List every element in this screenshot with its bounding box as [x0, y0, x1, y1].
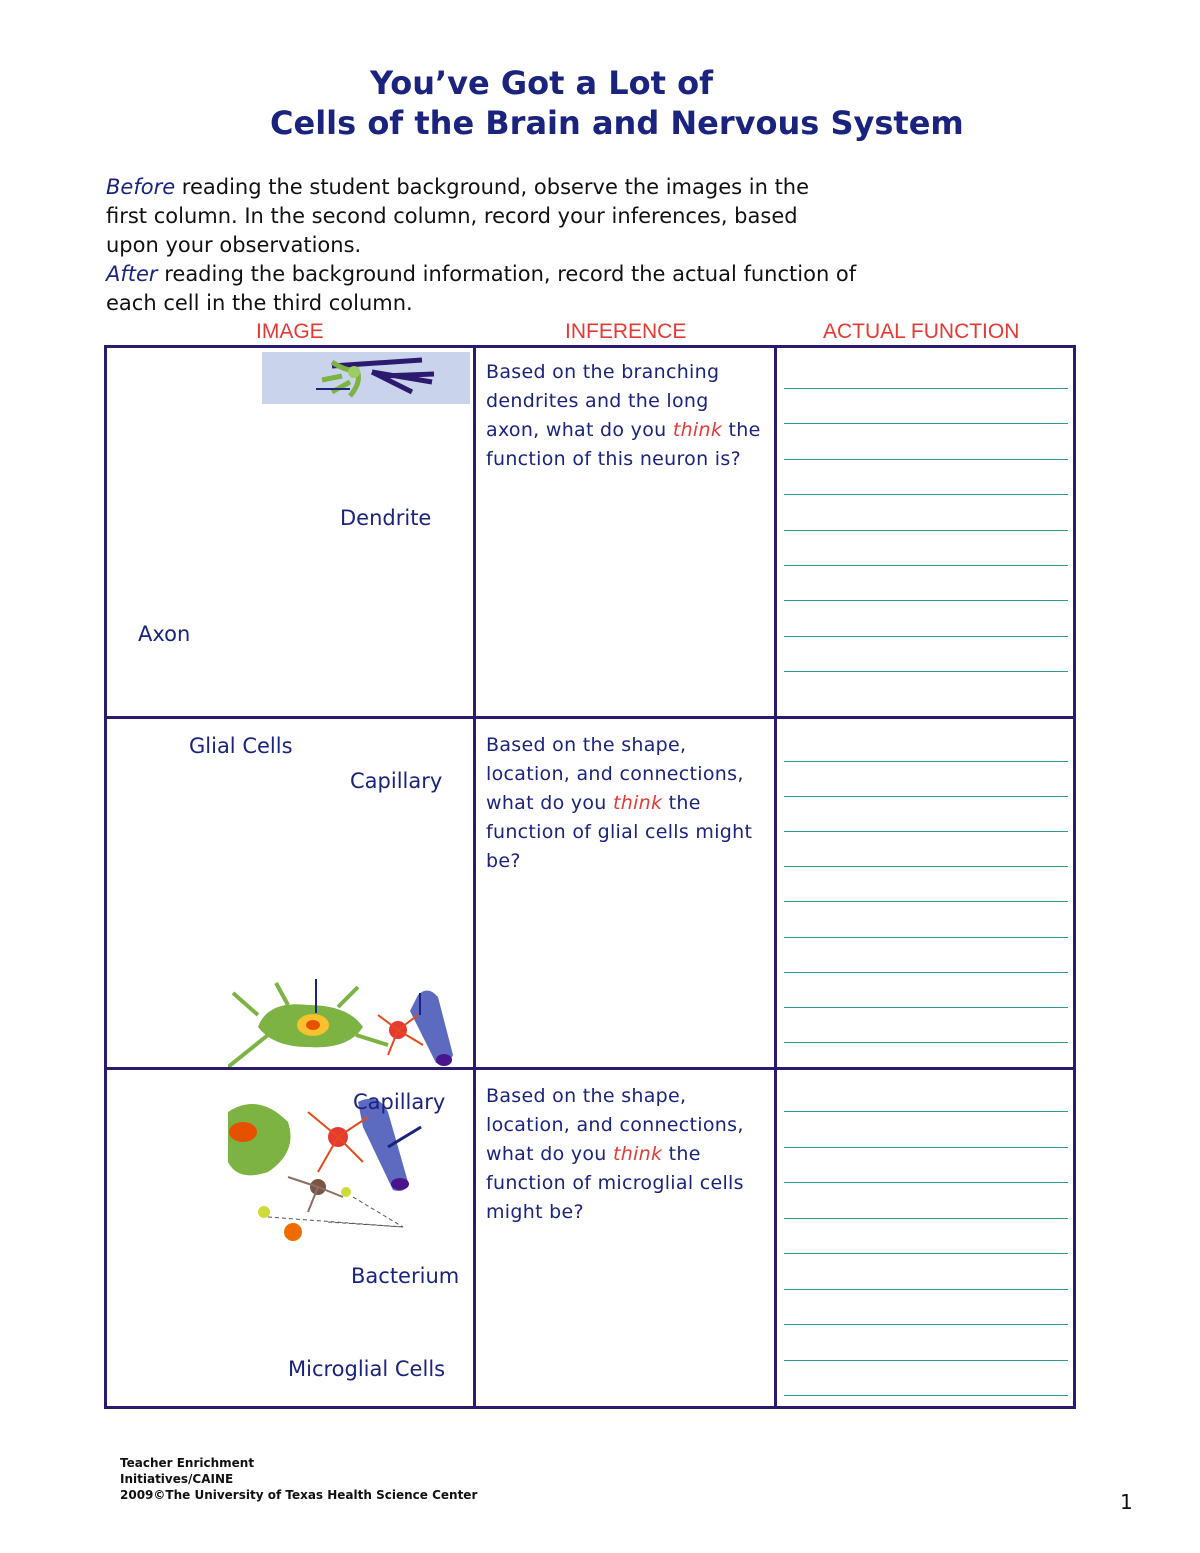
header-actual-function: ACTUAL FUNCTION	[823, 320, 1020, 343]
after-word: After	[106, 262, 158, 286]
answer-line[interactable]	[784, 565, 1068, 566]
answer-line[interactable]	[784, 972, 1068, 973]
before-text: reading the student background, observe the images in the	[175, 175, 810, 199]
question-microglial	[486, 1082, 766, 1227]
question-microglial-text-b: the function of microglial cells might be?	[486, 1143, 744, 1223]
question-glial-text-a: Based on the shape, location, and connections, what do you	[486, 734, 744, 814]
answer-line[interactable]	[784, 600, 1068, 601]
answer-line[interactable]	[784, 796, 1068, 797]
before-word: Before	[106, 175, 176, 199]
answer-line[interactable]	[784, 831, 1068, 832]
row-divider-2	[104, 1067, 1076, 1070]
answer-line[interactable]	[784, 1395, 1068, 1396]
after-text: reading the background information, record the actual function of	[157, 262, 857, 286]
dendrite-label: Dendrite	[340, 506, 432, 530]
answer-line[interactable]	[784, 1111, 1068, 1112]
header-image: IMAGE	[256, 320, 324, 343]
column-divider-1	[473, 345, 476, 1409]
answer-line[interactable]	[784, 459, 1068, 460]
title-line-1: You’ve Got a Lot of	[370, 64, 713, 102]
answer-line[interactable]	[784, 1042, 1068, 1043]
answer-line[interactable]	[784, 1289, 1068, 1290]
question-neuron-text-b: the function of this neuron is?	[486, 419, 761, 470]
question-microglial-text-a: Based on the shape, location, and connections, what do you	[486, 1085, 744, 1165]
glial-cells-image	[228, 975, 468, 1067]
microglial-cells-label: Microglial Cells	[288, 1357, 446, 1381]
bacterium-label: Bacterium	[351, 1264, 460, 1288]
answer-line[interactable]	[784, 1324, 1068, 1325]
answer-line[interactable]	[784, 901, 1068, 902]
question-neuron	[486, 358, 766, 474]
answer-line[interactable]	[784, 671, 1068, 672]
answer-line[interactable]	[784, 388, 1068, 389]
question-neuron-text-a: Based on the branching dendrites and the long axon, what do you	[486, 361, 720, 441]
answer-line[interactable]	[784, 1147, 1068, 1148]
answer-line[interactable]	[784, 866, 1068, 867]
question-neuron-think: think	[672, 419, 723, 441]
answer-line[interactable]	[784, 1182, 1068, 1183]
answer-line[interactable]	[784, 423, 1068, 424]
instructions-line-2: first column. In the second column, record your inferences, based	[106, 204, 798, 228]
footer-line-3: 2009©The University of Texas Health Science Center	[120, 1488, 478, 1502]
answer-line[interactable]	[784, 1007, 1068, 1008]
glial-cells-label: Glial Cells	[189, 734, 293, 758]
instructions-line-3: upon your observations.	[106, 233, 362, 257]
capillary-label-row2: Capillary	[350, 769, 443, 793]
neuron-image	[262, 352, 470, 404]
question-glial	[486, 731, 766, 876]
footer-line-1: Teacher Enrichment	[120, 1456, 255, 1470]
answer-line[interactable]	[784, 761, 1068, 762]
answer-line[interactable]	[784, 1360, 1068, 1361]
capillary-label-row3: Capillary	[353, 1090, 446, 1114]
axon-label: Axon	[138, 622, 191, 646]
title-line-2: Cells of the Brain and Nervous System	[270, 104, 964, 142]
header-inference: INFERENCE	[565, 320, 687, 343]
answer-line[interactable]	[784, 937, 1068, 938]
answer-line[interactable]	[784, 1218, 1068, 1219]
answer-line[interactable]	[784, 530, 1068, 531]
instructions-line-4	[106, 262, 1006, 286]
question-glial-think: think	[613, 792, 663, 814]
instructions-line-1	[106, 175, 1006, 199]
question-glial-text-b: the function of glial cells might be?	[486, 792, 753, 872]
row-divider-1	[104, 716, 1076, 719]
answer-line[interactable]	[784, 494, 1068, 495]
footer	[120, 1455, 477, 1503]
instructions-line-5: each cell in the third column.	[106, 291, 413, 315]
question-microglial-think: think	[613, 1143, 663, 1165]
answer-line[interactable]	[784, 636, 1068, 637]
column-divider-2	[774, 345, 777, 1409]
footer-line-2: Initiatives/CAINE	[120, 1472, 234, 1486]
answer-line[interactable]	[784, 1253, 1068, 1254]
page-number: 1	[1120, 1490, 1133, 1514]
